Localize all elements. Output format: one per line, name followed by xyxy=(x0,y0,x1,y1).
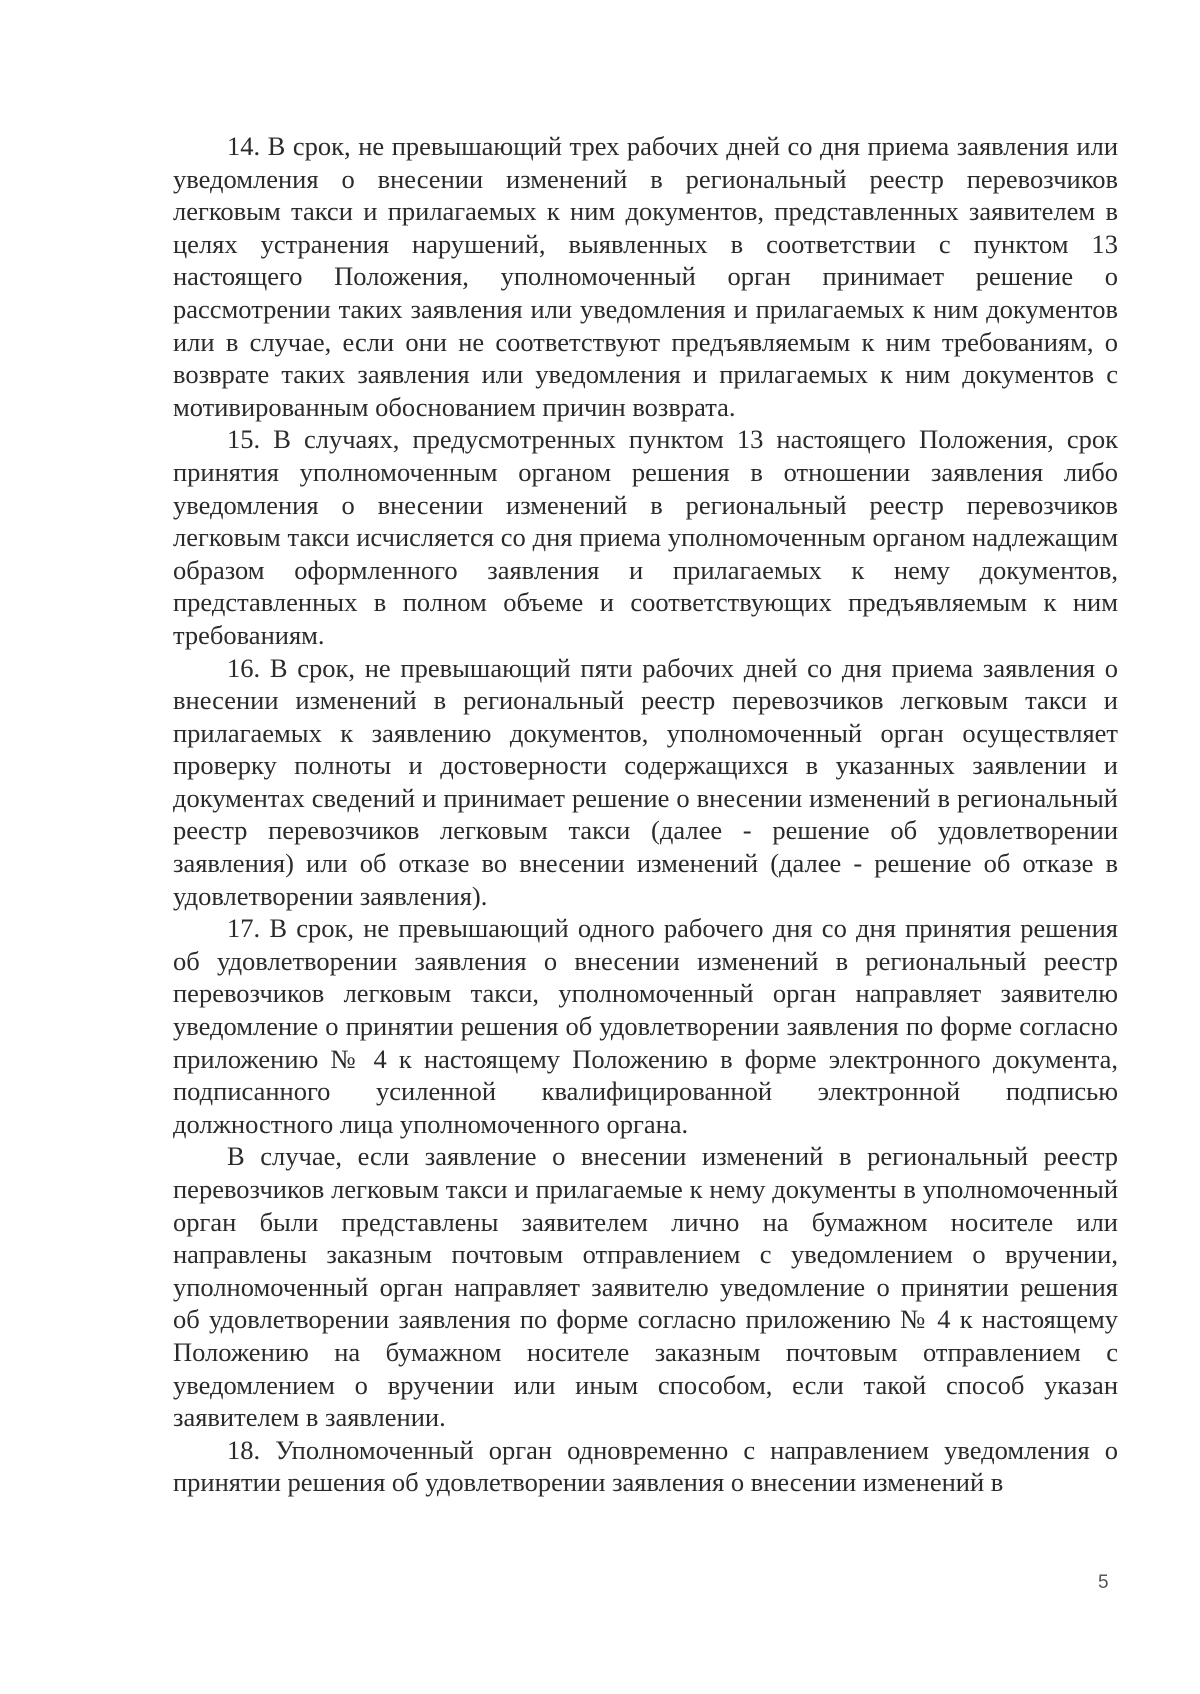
paragraph-15: 15. В случаях, предусмотренных пунктом 13 настоящего Положения, срок принятия уполномоченным органом решения в отношении заявления либо уведомления о внесении изменений в региональный реестр перевозчиков легковым такси исчисляется со дня приема уполномоченным органом надлежащим образом оформленного заявления и прилагаемых к нему документов, представленных в полном объеме и соответствующих предъявляемым к ним требованиям. xyxy=(173,424,1118,650)
page-number: 5 xyxy=(1098,1572,1109,1593)
document-body xyxy=(173,130,1118,1499)
paragraph-17: 17. В срок, не превышающий одного рабочего дня со дня принятия решения об удовлетворении заявления о внесении изменений в региональный реестр перевозчиков легковым такси, уполномоченный орган направляет заявителю уведомление о принятии решения об удовлетворении заявления по форме согласно приложению № 4 к настоящему Положению в форме электронного документа, подписанного усиленной квалифицированной электронной подписью должностного лица уполномоченного органа. xyxy=(173,913,1118,1139)
paragraph-17-continuation: В случае, если заявление о внесении изменений в региональный реестр перевозчиков легковым такси и прилагаемые к нему документы в уполномоченный орган были представлены заявителем лично на бумажном носителе или направлены заказным почтовым отправлением с уведомлением о вручении, уполномоченный орган направляет заявителю уведомление о принятии решения об удовлетворении заявления по форме согласно приложению № 4 к настоящему Положению на бумажном носителе заказным почтовым отправлением с уведомлением о вручении или иным способом, если такой способ указан заявителем в заявлении. xyxy=(173,1141,1118,1433)
paragraph-16: 16. В срок, не превышающий пяти рабочих дней со дня приема заявления о внесении изменений в региональный реестр перевозчиков легковым такси и прилагаемых к заявлению документов, уполномоченный орган осуществляет проверку полноты и достоверности содержащихся в указанных заявлении и документах сведений и принимает решение о внесении изменений в региональный реестр перевозчиков легковым такси (далее - решение об удовлетворении заявления) или об отказе во внесении изменений (далее - решение об отказе в удовлетворении заявления). xyxy=(173,652,1118,911)
paragraph-18: 18. Уполномоченный орган одновременно с направлением уведомления о принятии решения об удовлетворении заявления о внесении изменений в xyxy=(173,1434,1118,1498)
paragraph-14: 14. В срок, не превышающий трех рабочих дней со дня приема заявления или уведомления о внесении изменений в региональный реестр перевозчиков легковым такси и прилагаемых к ним документов, представленных заявителем в целях устранения нарушений, выявленных в соответствии с пунктом 13 настоящего Положения, уполномоченный орган принимает решение о рассмотрении таких заявления или уведомления и прилагаемых к ним документов или в случае, если они не соответствуют предъявляемым к ним требованиям, о возврате таких заявления или уведомления и прилагаемых к ним документов с мотивированным обоснованием причин возврата. xyxy=(173,131,1118,422)
